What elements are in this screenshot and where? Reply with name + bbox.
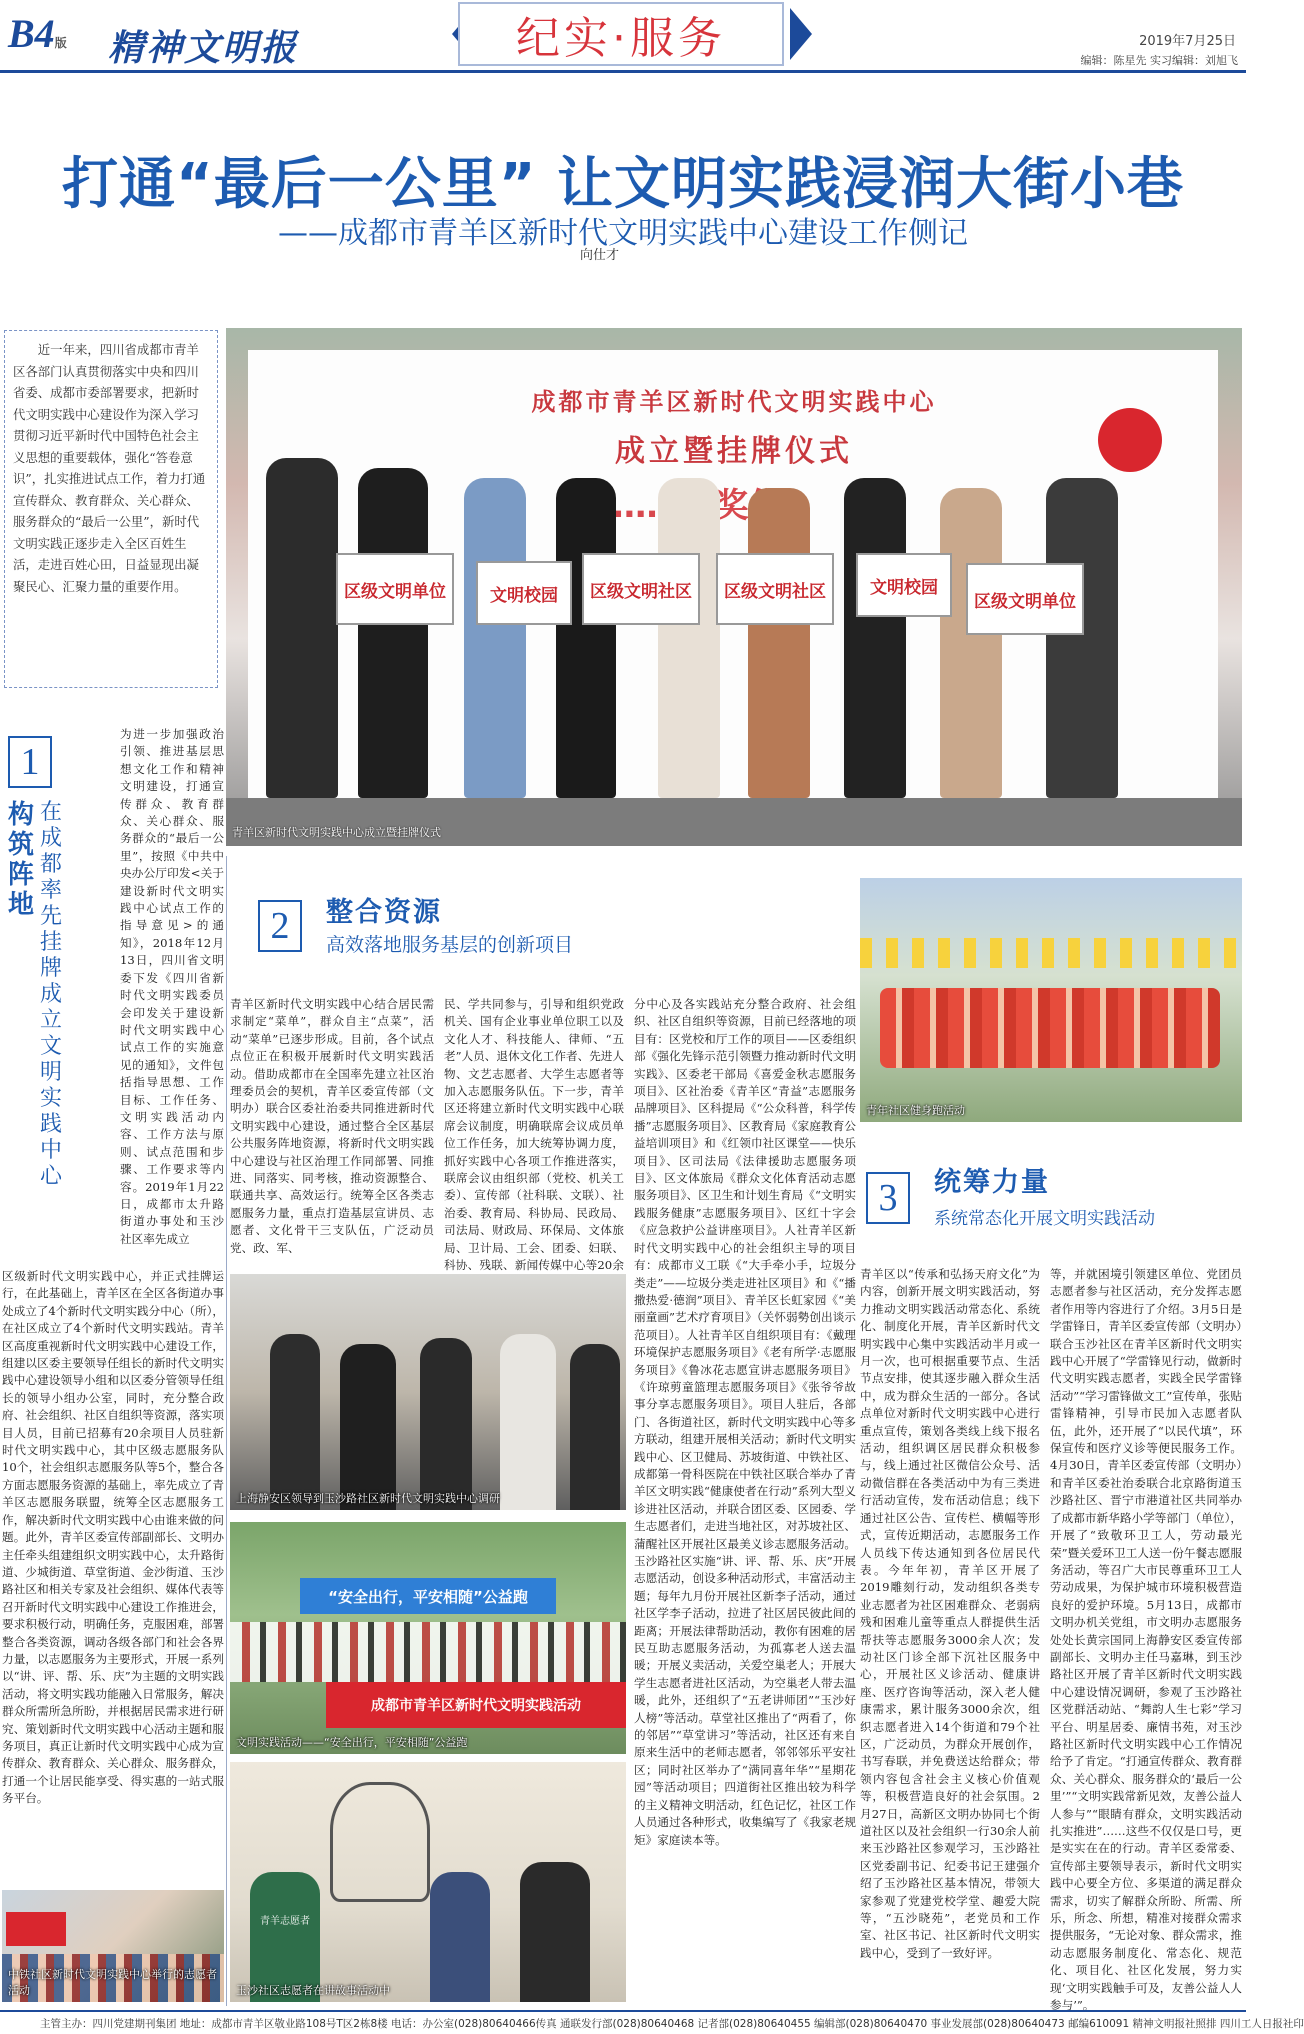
headline: 打通“最后一公里” 让文明实践浸润大街小巷 xyxy=(61,152,1185,217)
youth-run-photo xyxy=(860,878,1242,1122)
person xyxy=(270,1334,320,1510)
header-divider xyxy=(0,70,1246,73)
photo-caption: 上海静安区领导到玉沙路社区新时代文明实践中心调研 xyxy=(236,1492,500,1505)
editors-credit: 编辑：陈星先 实习编辑：刘旭飞 xyxy=(1080,54,1238,67)
person xyxy=(430,1872,490,2002)
person xyxy=(500,1334,556,1510)
red-banner xyxy=(6,1912,66,1946)
section3-col2: 等，并就困境引领建区单位、党团员志愿者参与社区活动，充分发挥志愿者作用等内容进行了介绍。3月5日是学雷锋日，青羊区委宣传部（文明办）联合玉沙社区在青羊区新时代文明实践中心开展了“学雷锋见行动，做新时代文明实践志愿者，实践全民学雷锋活动”“学习雷锋做文工”宣传单，张贴雷锋精神，引导市民加入志愿者队伍，此外，还开展了“以民代填”，环保宣传和医疗义诊等便民服务工作。4月30日，青羊区委宣传部（文明办）和青羊区委社治委联合北京路街道玉沙路社区、晋宁市港道社区共同举办了成都市新华路小学等部门（单位），开展了“致敬环卫工人，劳动最光荣”暨关爱环卫工人送一份午餐志愿服务活动，等召广大市民尊重环卫工人劳动成果，为保护城市环境积极营造良好的爱护环境。5月13日，成都市文明办机关党组，市文明办志愿服务处处长黄宗国同上海静安区委宣传部副部长、文明办主任马嘉琳，到玉沙路社区开展了青羊区新时代文明实践中心建设情况调研，参观了玉沙路社区党群活动站、“舞韵人生七彩”学习平台、明星居委、廉情书苑，对玉沙路社区新时代文明实践中心工作情况给予了肯定。“打通宣传群众、教育群众、关心群众、服务群众的‘最后一公里’”“文明实践常新见效，友善公益人人参与”“眼睛有群众，文明实践活动扎实推进”……这些不仅仅是口号，更是实实在在的行动。青羊区委常委、宣传部主要领导表示，新时代文明实践中心要全方位、多渠道的满足群众需求，切实了解群众所盼、所需、所乐，所念、所想，精准对接群众需求提供服务，“无论对象、群众需求，推动志愿服务制度化、常态化、规范化、项目化、社区化发展，努力实现‘文明实践触手可及，友善公益人人参与’”。 xyxy=(1050,1267,1242,2013)
event-banner: “安全出行，平安相随”公益跑 xyxy=(300,1578,556,1614)
section3-col1: 青羊区以“传承和弘扬天府文化”为内容，创新开展文明实践活动，努力推动文明实践活动常态化、系统化、制度化开展，青羊区新时代文明实践中心集中实践活动半月或一月一次，也可根据重要节点、生活节点安排，使其逐步融入群众生活中，成为群众生活的一部分。各试点单位对新时代文明实践中心进行重点宣传，策划各类线上线下报名活动，组织调区居民群众积极参与，线上通过社区微信公众号、活动微信群在各类活动中为有三类进行活动宣传，发布活动信息；线下通过社区公告、宣传栏、横幅等形式，宣传近期活动，志愿服务工作人员线下传达通知到各位居民代表。今年年初，青羊区开展了2019雕刻行动，发动组织各类专业志愿者为社区困难群众、老弱病残和困难儿童等重点人群提供生活帮扶等志愿服务3000余人次；发动社区门诊全部下沉社区服务中心，开展社区义诊活动、健康讲座、医疗咨询等活动，深入老人健康需求，累计服务3000余次，组织志愿者进入14个街道和79个社区，广泛动员，为群众开展创作，书写春联，并免费送达给群众；带领内容包含社会主义核心价值观等，积极营造良好的社会氛围。2月27日，高新区文明办协同七个街道社区以及社会组织一行30余人前来玉沙路社区参观学习，玉沙路社区党委副书记、纪委书记王建强介绍了玉沙路社区基本情况，带领大家参观了党建党校学堂、趣爱大院等，“五沙晓苑”，老党员和工作室、社区书记、社区新时代文明实践中心，受到了一致好评。 xyxy=(860,1267,1040,1960)
wall-drawing xyxy=(330,1782,430,1902)
photo-caption: 中铁社区新时代文明实践中心举行的志愿者活动 xyxy=(8,1968,217,1997)
crowd-red-shirts xyxy=(880,988,1220,1068)
inspection-photo xyxy=(230,1274,626,1510)
section2-subtitle: 高效落地服务基层的创新项目 xyxy=(326,934,574,956)
person xyxy=(520,1862,590,2002)
section2-col1: 青羊区新时代文明实践中心结合居民需求制定“菜单”，群众自主“点菜”，活动“菜单”已逐步形成。目前，各个试点点位正在积极开展新时代文明实践活动。借助成都市在全国率先建立社区治理委员会的契机，青羊区委宣传部（文明办）联合区委社治委共同推进新时代文明实践中心建设，通过整合全区基层公共服务阵地资源，将新时代文明实践中心建设与社区治理工作同部署、同推进、同落实、同考核，推动资源整合、联通共享、高效运行。统筹全区各类志愿服务力量，重点打造基层宣讲员、志愿者、文化骨干三支队伍，广泛动员党、政、军、 xyxy=(230,997,434,1255)
section2-col3: 分中心及各实践站充分整合政府、社会组织、社区自组织等资源，目前已经落地的项目有：区党校和厅工作的项目——区委组织部《强化先锋示范引领暨力推动新时代文明实践》、区委老干部局《喜爱金秋志愿服务项目》、区社治委《青羊区“青益”志愿服务品牌项目》、区科提局《“公众科普，科学传播”志愿服务项目》、区教育局《家庭教育公益培训项目》和《红领巾社区课堂——快乐项目》、区司法局《法律援助志愿服务项目》、区文体旅局《群众文化体育活动志愿服务项目》、区卫生和计划生育局《“文明实践服务健康”志愿服务项目》、区红十字会《应急救护公益讲座项目》。人社青羊区新时代文明实践中心的社会组织主导的项目有：成都市义工联《“大手牵小手，垃圾分类走”——垃圾分类走进社区项目》和《“播撒热爱·德润”项目》、青羊区长虹家园《“美丽童画”艺术疗育项目》（关怀弱勢创出谈示范项目）。人社青羊区自组织项目有：《戴理环境保护志愿服务项目》《老有所学·志愿服务项目》《鲁冰花志愿宣讲志愿服务项目》《许琼剪童篮理志愿服务项目》《张爷爷故事分享志愿服务项目》。项目人驻后，各部门、各街道社区，新时代文明实践中心等多方联动，组建开展相关活动；新时代文明实践中心、区卫健局、苏坡街道、中铁社区、成都第一骨科医院在中铁社区联合举办了青羊区文明实践“健康使者在行动”系列大型义诊进社区活动，并联合团区委、区园委、学生志愿者们，走进当地社区，对苏坡社区、蒲醒社区开展社区最美义诊志愿服务活动。玉沙路社区实施“讲、评、帮、乐、庆”开展志愿活动，创设多种活动形式，丰富活动主题；每年九月份开展社区新李子活动，通过社区学李子活动，拉进了社区居民彼此间的距离；开展法律帮助活动，教你有困难的居民互助志愿服务活动，为孤寡老人送去温暖；开展义卖活动，关爱空巢老人；开展大学生志愿者进社区活动，为空巢老人带去温暖，此外，还组织了“五老讲师团”“玉沙好人榜”等活动。草堂社区推出了“两看了，你的邻居”“草堂讲习”等活动，社区还有来自原来生活中的老师志愿者，邻邻邻乐平安社区；同时社区举办了“满同喜年华”“星期花园”等活动项目；四道街社区推出较为科学的主义精神文明活动，红色记忆，社区工作人员通过各种形式，收集编写了《我家老规矩》家庭读本等。 xyxy=(634,997,856,1847)
person xyxy=(358,468,428,798)
person xyxy=(1046,478,1118,798)
backdrop-subtitle: 成立暨挂牌仪式 xyxy=(615,434,853,469)
person xyxy=(658,478,720,798)
section-title-box xyxy=(458,2,784,66)
issue-date: 2019年7月25日 xyxy=(1139,34,1236,49)
person xyxy=(940,488,1002,798)
person xyxy=(420,1338,472,1510)
section3-subtitle: 系统常态化开展文明实践活动 xyxy=(934,1209,1155,1229)
footer: 主管主办：四川党建期刊集团 地址：成都市青羊区敬业路108号T区2栋8楼 电话：办公室(028)80640466传真 通联发行部(028)80640468 记者部(028)80640455 编辑部(028)80640470 事业发展部(028)80640473 邮编610091 精神文明报社照排 四川工人日报社印 xyxy=(0,2010,1246,2034)
community-gathering-photo xyxy=(2,1890,224,2002)
arrow-right-icon xyxy=(790,8,812,60)
plaque: 文明校园 xyxy=(856,553,952,617)
plaque: 区级文明单位 xyxy=(966,563,1084,635)
person xyxy=(844,478,906,798)
balloons xyxy=(860,938,1242,968)
section2-number: 2 xyxy=(258,900,302,952)
section1-subtitle: 在成都率先挂牌成立文明实践中心 xyxy=(40,800,63,1189)
storytelling-photo xyxy=(230,1762,626,2002)
author-byline: 向仕才 xyxy=(580,248,620,263)
section2-col2: 民、学共同参与，引导和组织党政机关、国有企业事业单位职工以及文化人才、科技能人、律师、“五老”人员、退休文化工作者、先进人物、文艺志愿者、大学生志愿者等加入志愿服务队伍。下一步，青羊区还将建立新时代文明实践中心联席会议制度，明确联席会议成员单位工作任务，加大统筹协调力度，抓好实践中心各项工作推进落实，联席会议由组织部（党校、机关工委）、宣传部（社科联、文联）、社治委、教育局、科协局、民政局、司法局、财政局、环保局、文体旅局、卫计局、工会、团委、妇联、科协、残联、新闻传媒中心等20余 xyxy=(444,997,624,1273)
red-lantern xyxy=(1098,408,1162,472)
volunteer-vest: 青羊志愿者 xyxy=(250,1872,320,2002)
plaque: 文明校园 xyxy=(476,561,572,625)
backdrop-title: 成都市青羊区新时代文明实践中心 xyxy=(531,388,937,416)
person xyxy=(340,1344,396,1510)
plaque: 区级文明单位 xyxy=(336,553,454,625)
section1-title: 构筑阵地 xyxy=(8,800,35,920)
masthead-logo: 精神文明报 xyxy=(108,27,299,69)
person xyxy=(556,478,616,798)
person xyxy=(748,488,810,798)
section1-number: 1 xyxy=(8,736,52,788)
safety-run-photo xyxy=(230,1522,626,1754)
photo-caption: 青年社区健身跑活动 xyxy=(866,1104,965,1117)
person xyxy=(266,458,338,798)
main-photo xyxy=(226,328,1242,846)
section1-text-wide: 区级新时代文明实践中心，并正式挂牌运行，在此基础上，青羊区在全区各街道办事处成立了4个新时代文明实践分中心（所），在社区成立了4个新时代文明实践站。青羊区高度重视新时代文明实践中心建设工作，组建以区委主要领导任组长的新时代文明实践中心建设领导小组和以区委分管领导任组长的领导小组办公室，同时，充分整合政府、社会组织、社区自组织等资源，落实项目人员，目前已招募有20余项目人员驻新时代文明实践中心，其中区级志愿服务队10个，社会组织志愿服务队等5个，整合各方面志愿服务资源的基础上，率先成立了青羊区志愿服务联盟，统筹全区志愿服务工作，解决新时代文明实践中心由谁来做的问题。此外，青羊区委宣传部副部长、文明办主任牵头组建组织文明实践中心，太升路街道、少城街道、草堂街道、金沙街道、玉沙路社区和相关专家及社会组织、媒体代表等召开新时代文明实践中心建设工作推进会，要求积极行动，明确任务，克服困难，部署整合各类资源，调动各级各部门和社会各界力量，以志愿服务为主要形式，开展一系列以“讲、评、帮、乐、庆”为主题的文明实践活动，将文明实践功能融入日常服务，解决群众所需所急所盼，并根据居民需求进行研究、策划新时代文明实践中心活动主题和服务项目，真正让新时代文明实践中心成为宣传群众、教育群众、关心群众、服务群众，打通一个让居民能享受、得实惠的一站式服务平台。 xyxy=(2,1269,224,1806)
intro-box: 近一年来，四川省成都市青羊区各部门认真贯彻落实中央和四川省委、成都市委部署要求，把新时代文明实践中心建设作为深入学习贯彻习近平新时代中国特色社会主义思想的重要载体，强化“答卷意识”，扎实推进试点工作，着力打通宣传群众、教育群众、关心群众、服务群众的“最后一公里”，新时代文明实践正逐步走入全区百姓生活，走进百姓心田，日益显现出凝聚民心、汇聚力量的重要作用。 xyxy=(4,330,218,688)
section3-title: 统筹力量 xyxy=(934,1167,1050,1198)
activity-banner: 成都市青羊区新时代文明实践活动 xyxy=(326,1682,626,1728)
crowd xyxy=(230,1622,626,1682)
section2-title: 整合资源 xyxy=(326,897,442,928)
person xyxy=(570,1344,620,1510)
page-number: B4版 xyxy=(8,11,67,56)
column-rule xyxy=(226,856,227,2006)
photo-caption: 玉沙社区志愿者在讲故事活动中 xyxy=(236,1984,390,1997)
subheadline: ——成都市青羊区新时代文明实践中心建设工作侧记 xyxy=(278,216,968,251)
section1-text-narrow: 为进一步加强政治引领、推进基层思想文化工作和精神文明建设，打通宣传群众、教育群众、关心群众、服务群众的“最后一公里”，按照《中共中央办公厅印发<关于建设新时代文明实践中心试点工作的指导意见>的通知》，2018年12月13日，四川省文明委下发《四川省新时代文明实践委员会印发关于建设新时代文明实践中心试点工作的实施意见的通知》，文件包括指导思想、工作目标、工作任务、文明实践活动内容、工作方法与原则、试点范围和步骤、工作要求等内容。2019年1月22日，成都市太升路街道办事处和玉沙社区率先成立 xyxy=(120,727,224,1246)
section3-number: 3 xyxy=(866,1172,910,1224)
section-name: 纪实·服务 xyxy=(516,13,726,64)
plaque: 区级文明社区 xyxy=(716,553,834,625)
photo-caption: 文明实践活动——“安全出行，平安相随”公益跑 xyxy=(236,1736,468,1749)
main-photo-caption: 青羊区新时代文明实践中心成立暨挂牌仪式 xyxy=(232,826,441,839)
person xyxy=(464,478,526,798)
plaque: 区级文明社区 xyxy=(582,553,700,625)
